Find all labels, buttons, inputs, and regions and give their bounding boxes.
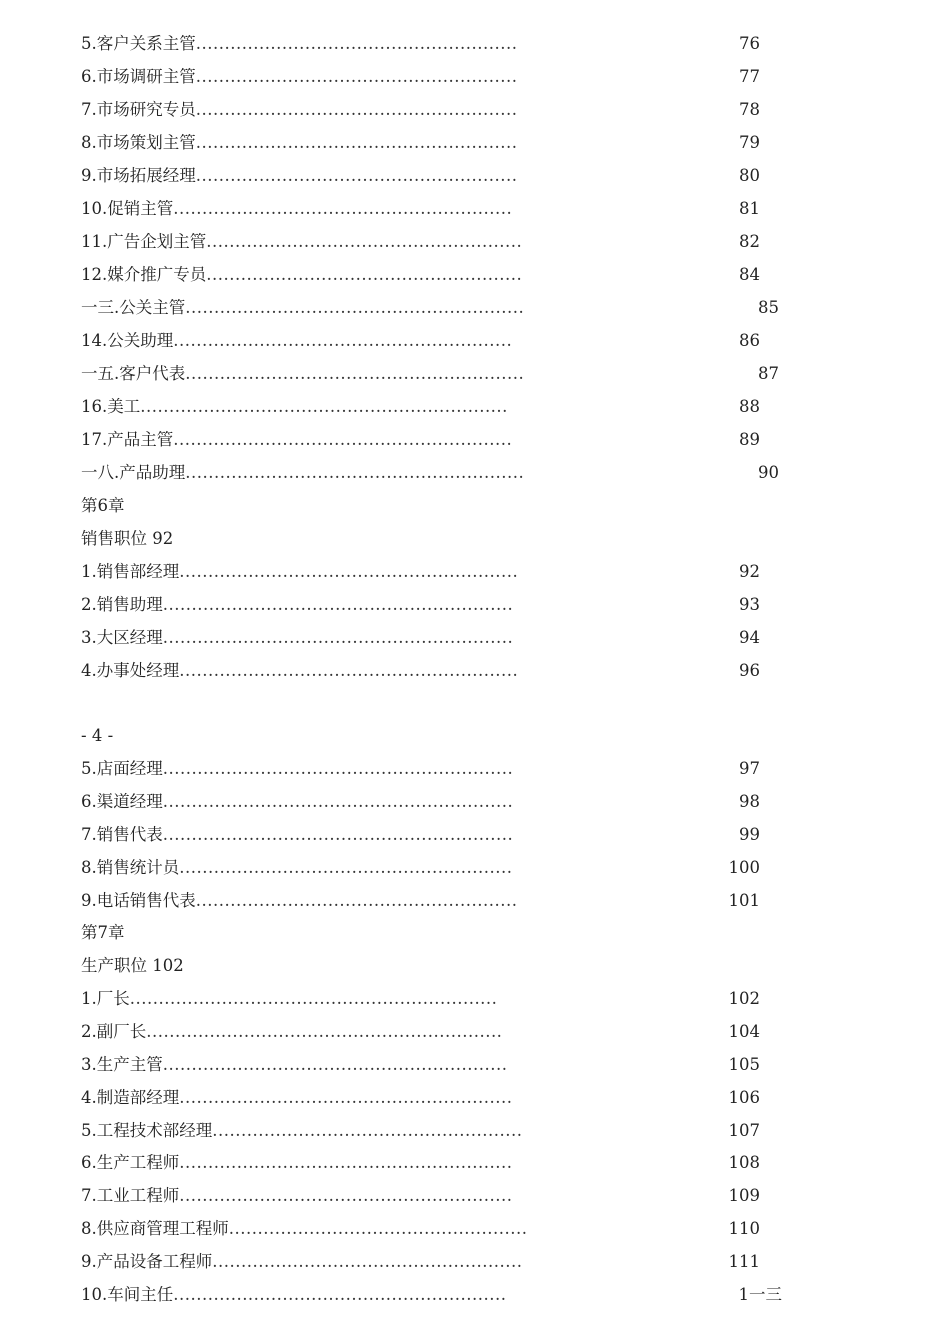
toc-entry [81,790,764,814]
toc-page-number: 102 [728,989,760,1008]
toc-leader-dots: ........................................................... [173,430,513,449]
toc-page-number: 105 [728,1055,760,1074]
toc-leader-dots: ............................................................. [162,825,514,844]
page-number-footer: - 4 - [81,726,114,745]
toc-leader-dots: ........................................................... [185,298,525,317]
toc-page-number: 107 [728,1121,760,1140]
toc-entry-title: 7.工业工程师 [81,1186,180,1205]
toc-entry [81,164,764,188]
toc-page-number: 80 [739,166,760,185]
toc-entry-title: 2.销售助理 [81,595,163,614]
toc-leader-dots: ........................................................ [195,67,518,86]
toc-page-number: 77 [739,67,760,86]
toc-leader-dots: .................................................... [228,1219,528,1238]
toc-entry [81,461,783,485]
toc-page-number: 90 [758,463,779,482]
toc-page-number: 110 [728,1219,760,1238]
toc-entry [81,362,783,386]
toc-leader-dots: ........................................................ [195,100,518,119]
toc-leader-dots: ................................................................ [129,989,498,1008]
toc-page-number: 94 [739,628,760,647]
toc-leader-dots: ............................................................ [162,1055,508,1074]
toc-leader-dots: ........................................................ [195,34,518,53]
toc-entry-title: 9.产品设备工程师 [81,1252,213,1271]
toc-entry-title: 9.市场拓展经理 [81,166,196,185]
toc-entry-title: 16.美工 [81,397,141,416]
toc-entry [81,296,783,320]
toc-entry [81,197,764,221]
toc-entry-title: 一三.公关主管 [81,298,186,317]
toc-entry-title: 3.大区经理 [81,628,163,647]
toc-page-number: 111 [728,1252,760,1271]
toc-entry-title: 5.工程技术部经理 [81,1121,213,1140]
toc-leader-dots: ...................................................... [212,1121,523,1140]
toc-entry [81,659,764,683]
toc-entry-title: 4.制造部经理 [81,1088,180,1107]
toc-entry-title: 7.市场研究专员 [81,100,196,119]
toc-leader-dots: .......................................................... [179,1186,513,1205]
toc-entry [81,823,764,847]
toc-entry [81,889,764,913]
toc-page-number: 104 [728,1022,760,1041]
toc-page-number: 106 [728,1088,760,1107]
toc-entry-title: 6.生产工程师 [81,1153,180,1172]
toc-leader-dots: ................................................................ [140,397,508,416]
toc-page-number: 97 [739,759,760,778]
toc-entry-title: 8.销售统计员 [81,858,180,877]
toc-entry [81,560,764,584]
toc-entry [81,1119,764,1143]
toc-entry-title: 1.厂长 [81,989,130,1008]
toc-page-number: 98 [739,792,760,811]
toc-page-number: 100 [728,858,760,877]
toc-entry-title: 1.销售部经理 [81,562,180,581]
toc-entry [81,395,764,419]
toc-entry [81,329,764,353]
toc-entry [81,1184,764,1208]
toc-entry [81,987,764,1011]
toc-entry-title: 10.促销主管 [81,199,174,218]
toc-leader-dots: ............................................................. [162,595,514,614]
toc-page-number: 88 [739,397,760,416]
toc-entry [81,626,764,650]
toc-entry-title: 6.市场调研主管 [81,67,196,86]
toc-entry [81,1283,786,1307]
toc-entry [81,1053,764,1077]
toc-entry-title: 3.生产主管 [81,1055,163,1074]
toc-entry-title: 5.客户关系主管 [81,34,196,53]
toc-leader-dots: ............................................................. [162,759,514,778]
toc-leader-dots: ........................................................... [179,562,519,581]
toc-entry-title: 17.产品主管 [81,430,174,449]
toc-entry [81,1020,764,1044]
toc-page-number: 85 [758,298,779,317]
toc-entry-title: 8.市场策划主管 [81,133,196,152]
toc-entry [81,32,764,56]
toc-leader-dots: ............................................................. [162,792,514,811]
toc-entry-title: 4.办事处经理 [81,661,180,680]
toc-page-number: 76 [739,34,760,53]
toc-leader-dots: ........................................................... [179,661,519,680]
toc-leader-dots: ........................................................... [173,331,513,350]
toc-leader-dots: ............................................................. [162,628,514,647]
toc-leader-dots: .......................................................... [179,1088,513,1107]
toc-leader-dots: .......................................................... [179,1153,513,1172]
toc-leader-dots: .............................................................. [146,1022,503,1041]
toc-leader-dots: ........................................................ [195,891,518,910]
toc-page-number: 93 [739,595,760,614]
toc-page-number: 81 [739,199,760,218]
toc-page-number: 79 [739,133,760,152]
toc-page-number: 87 [758,364,779,383]
toc-entry [81,230,764,254]
toc-entry-title: 7.销售代表 [81,825,163,844]
toc-page-number: 92 [739,562,760,581]
toc-entry [81,1250,764,1274]
toc-leader-dots: ........................................................ [195,133,518,152]
toc-entry-title: 5.店面经理 [81,759,163,778]
toc-page-number: 86 [739,331,760,350]
toc-entry [81,1151,764,1175]
toc-entry-title: 10.车间主任 [81,1285,174,1304]
toc-entry [81,131,764,155]
chapter-heading: 第6章 [81,496,125,515]
toc-page-number: 1一三 [738,1285,782,1304]
toc-leader-dots: ........................................................... [185,463,525,482]
toc-page-number: 109 [728,1186,760,1205]
toc-entry-title: 2.副厂长 [81,1022,147,1041]
toc-page-number: 108 [728,1153,760,1172]
toc-page-number: 101 [728,891,760,910]
toc-page-number: 78 [739,100,760,119]
toc-leader-dots: .......................................................... [173,1285,507,1304]
toc-page-number: 84 [739,265,760,284]
toc-entry-title: 9.电话销售代表 [81,891,196,910]
toc-entry [81,757,764,781]
toc-entry-title: 12.媒介推广专员 [81,265,207,284]
toc-entry [81,428,764,452]
toc-entry-title: 一八.产品助理 [81,463,186,482]
toc-page-number: 82 [739,232,760,251]
toc-leader-dots: ...................................................... [212,1252,523,1271]
toc-entry [81,593,764,617]
toc-leader-dots: .......................................................... [179,858,513,877]
toc-entry [81,65,764,89]
toc-entry-title: 11.广告企划主管 [81,232,207,251]
chapter-heading: 第7章 [81,923,125,942]
section-heading: 生产职位 102 [81,956,184,975]
toc-leader-dots: ....................................................... [206,265,523,284]
toc-entry [81,856,764,880]
toc-entry [81,1217,764,1241]
toc-page-number: 96 [739,661,760,680]
toc-leader-dots: ........................................................... [173,199,513,218]
toc-page-number: 89 [739,430,760,449]
toc-entry [81,1086,764,1110]
section-heading: 销售职位 92 [81,529,174,548]
toc-entry [81,98,764,122]
toc-leader-dots: ........................................................ [195,166,518,185]
toc-entry-title: 一五.客户代表 [81,364,186,383]
toc-entry-title: 14.公关助理 [81,331,174,350]
toc-leader-dots: ........................................................... [185,364,525,383]
toc-leader-dots: ....................................................... [206,232,523,251]
toc-entry-title: 8.供应商管理工程师 [81,1219,229,1238]
toc-entry [81,263,764,287]
toc-entry-title: 6.渠道经理 [81,792,163,811]
toc-page-number: 99 [739,825,760,844]
